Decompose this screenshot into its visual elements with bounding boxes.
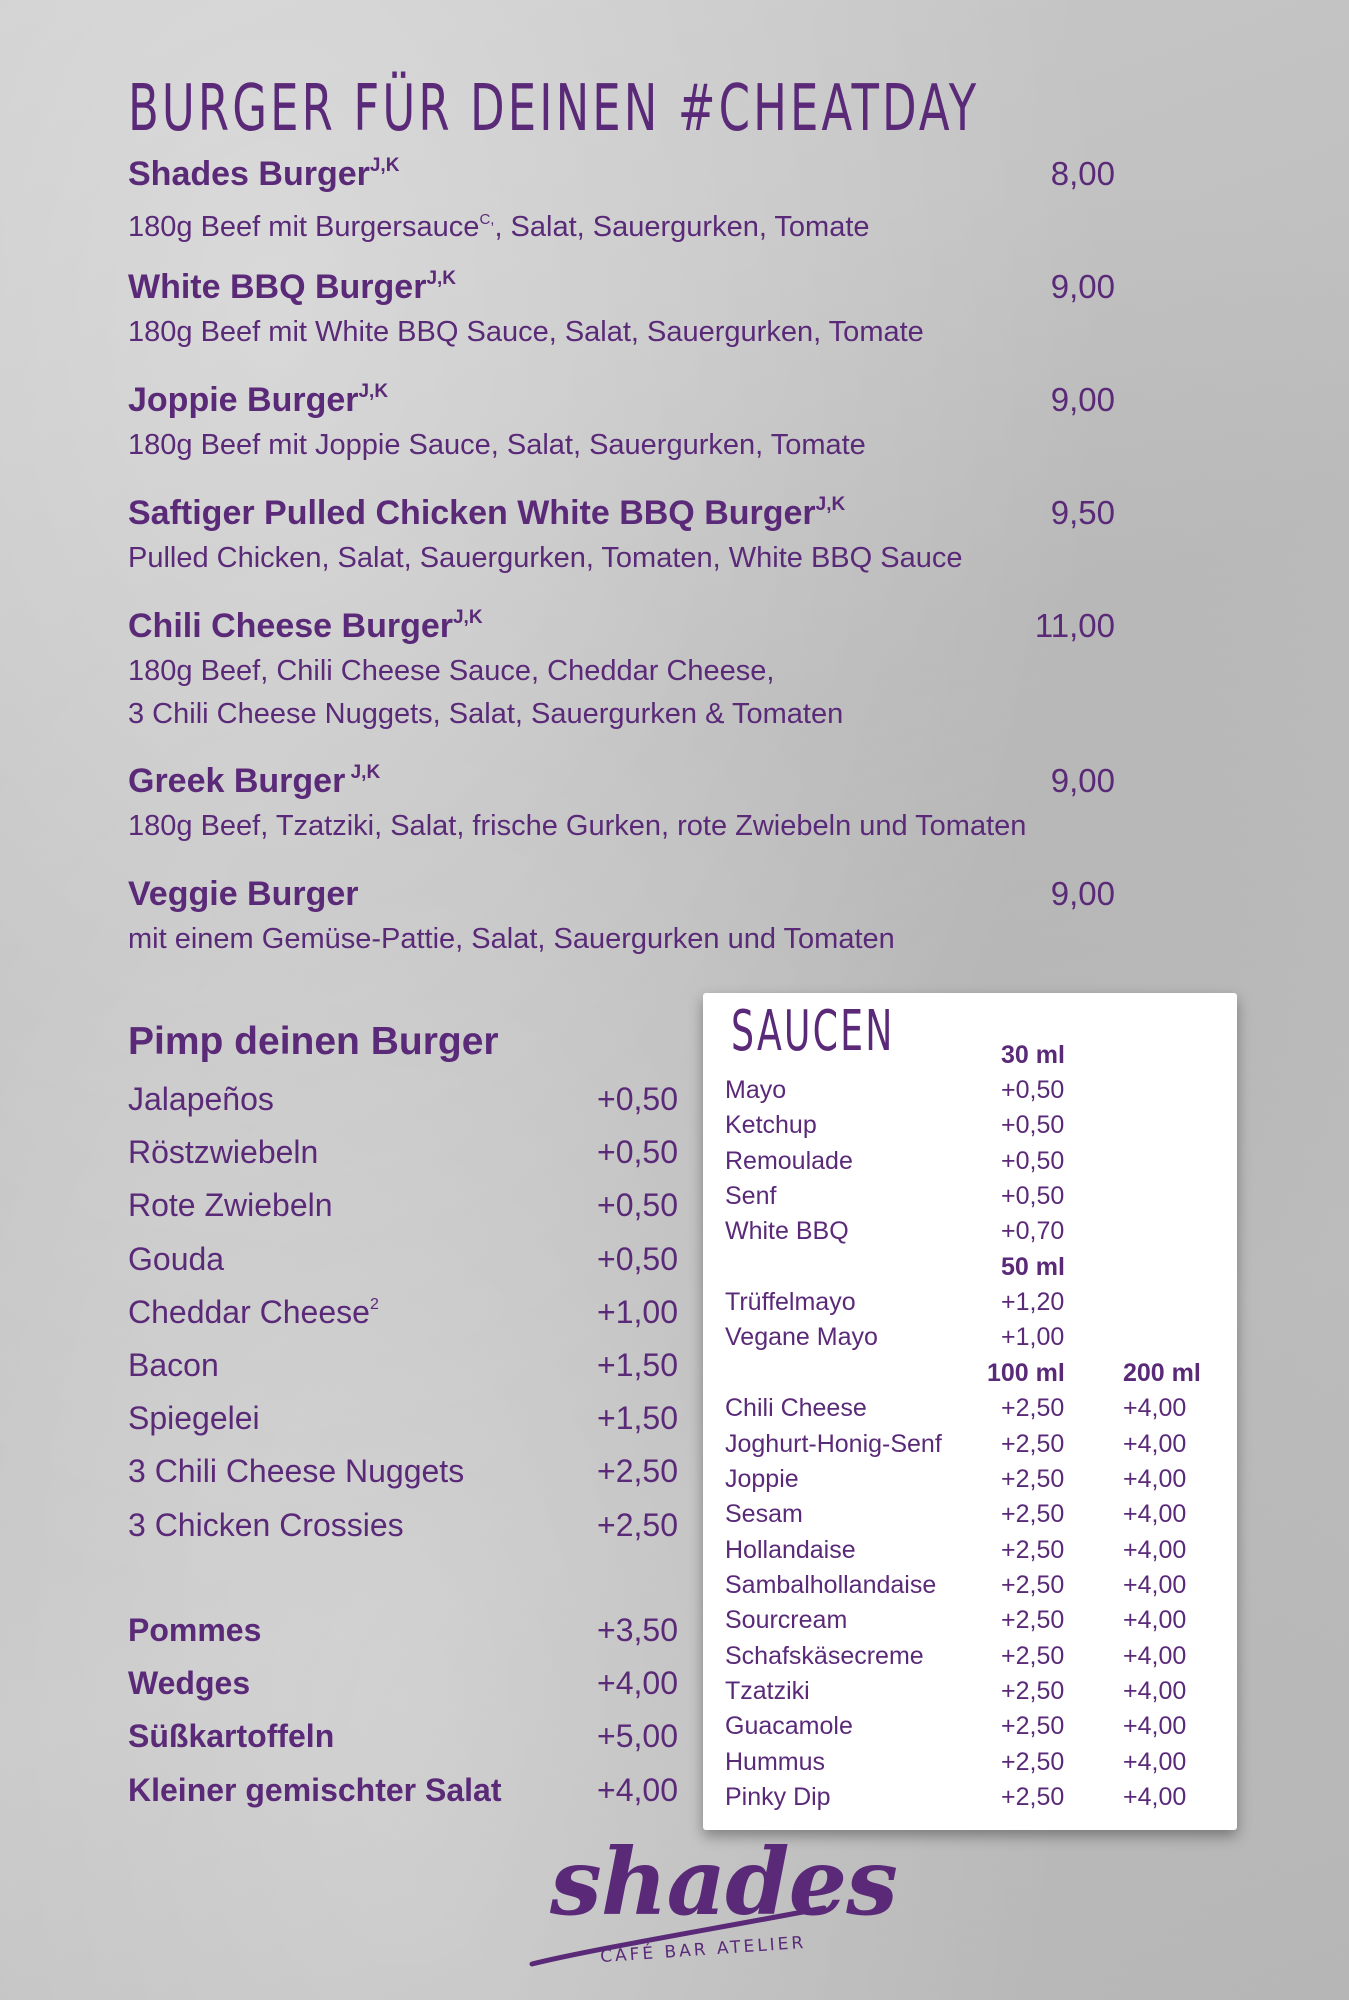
sauce-row: Pinky Dip +2,50 +4,00 <box>725 1783 1187 1811</box>
sauce-row: Tzatziki +2,50 +4,00 <box>725 1677 1187 1705</box>
size-header-100-200ml: 100 ml 200 ml <box>987 1359 1201 1387</box>
item-price: 9,00 <box>1050 268 1115 305</box>
list-item: Gouda +0,50 <box>128 1240 678 1277</box>
sauce-row: Sesam +2,50 +4,00 <box>725 1500 1187 1528</box>
logo-wordmark: shades <box>550 1828 897 1936</box>
sauce-row: Mayo +0,50 <box>725 1076 1065 1104</box>
menu-item-joppie-burger <box>128 381 1115 467</box>
list-item: 3 Chicken Crossies +2,50 <box>128 1506 678 1543</box>
sauce-row: Joppie +2,50 +4,00 <box>725 1465 1187 1493</box>
sauce-row: Sambalhollandaise +2,50 +4,00 <box>725 1571 1187 1599</box>
sauce-row: White BBQ +0,70 <box>725 1217 1065 1245</box>
item-description-line2: 3 Chili Cheese Nuggets, Salat, Sauergurken & Tomaten <box>128 698 844 730</box>
list-item: Wedges +4,00 <box>128 1665 678 1702</box>
item-price: 9,00 <box>1050 381 1115 418</box>
item-name: Shades Burger$^{J,K}$ <box>128 155 400 193</box>
item-price: 11,00 <box>1034 607 1115 644</box>
item-description: mit einem Gemüse-Pattie, Salat, Sauergurken und Tomaten <box>128 923 895 955</box>
item-name: Greek Burger $^{J,K}$ <box>128 762 381 800</box>
item-description: Pulled Chicken, Salat, Sauergurken, Tomaten, White BBQ Sauce <box>128 542 963 574</box>
menu-item-greek-burger <box>128 762 1115 848</box>
menu-item-shades-burger <box>128 155 1115 249</box>
item-price: 9,00 <box>1050 875 1115 912</box>
list-item: Kleiner gemischter Salat +4,00 <box>128 1771 678 1808</box>
list-item: Spiegelei +1,50 <box>128 1400 678 1437</box>
sauce-row: Remoulade +0,50 <box>725 1147 1065 1175</box>
list-item: Jalapeños +0,50 <box>128 1081 678 1118</box>
section-heading: BURGER FÜR DEINEN #CHEATDAY <box>128 72 980 146</box>
sauce-row: Senf +0,50 <box>725 1182 1065 1210</box>
saucen-panel <box>703 993 1237 1830</box>
sides-list <box>128 1604 678 1817</box>
sauce-row: Guacamole +2,50 +4,00 <box>725 1712 1187 1740</box>
logo-tagline: CAFÉ BAR ATELIER <box>599 1932 807 1968</box>
menu-item-veggie-burger <box>128 875 1115 961</box>
menu-item-white-bbq-burger <box>128 268 1115 354</box>
list-item: 3 Chili Cheese Nuggets +2,50 <box>128 1453 678 1490</box>
item-price: 9,00 <box>1050 762 1115 799</box>
list-item: Süßkartoffeln +5,00 <box>128 1718 678 1755</box>
item-name: White BBQ Burger$^{J,K}$ <box>128 268 457 306</box>
sauce-row: Trüffelmayo +1,20 <box>725 1288 1065 1316</box>
item-description: 180g Beef, Tzatziki, Salat, frische Gurken, rote Zwiebeln und Tomaten <box>128 810 1027 842</box>
sauce-row: Joghurt-Honig-Senf +2,50 +4,00 <box>725 1430 1187 1458</box>
list-item: Rote Zwiebeln +0,50 <box>128 1187 678 1224</box>
size-header-50ml: 50 ml <box>1001 1253 1065 1281</box>
list-item: Cheddar Cheese$^2$ +1,00 <box>128 1293 678 1330</box>
sauce-row: Schafskäsecreme +2,50 +4,00 <box>725 1642 1187 1670</box>
menu-item-pulled-chicken-burger <box>128 494 1115 580</box>
pimp-title: Pimp deinen Burger <box>128 1020 499 1063</box>
sauce-row: Sourcream +2,50 +4,00 <box>725 1606 1187 1634</box>
item-name: Joppie Burger$^{J,K}$ <box>128 381 389 419</box>
size-header-30ml: 30 ml <box>1001 1041 1065 1069</box>
item-name: Chili Cheese Burger$^{J,K}$ <box>128 607 483 645</box>
saucen-title: SAUCEN <box>731 999 895 1064</box>
item-description: 180g Beef mit Burgersauce$^{C,}$, Salat, Sauergurken, Tomate <box>128 211 870 243</box>
shades-logo <box>528 1828 897 1970</box>
menu-item-chili-cheese-burger <box>128 607 1115 736</box>
item-description: 180g Beef, Chili Cheese Sauce, Cheddar Cheese, <box>128 655 775 687</box>
item-price: 8,00 <box>1050 155 1115 192</box>
sauce-row: Chili Cheese +2,50 +4,00 <box>725 1394 1187 1422</box>
sauce-row: Hummus +2,50 +4,00 <box>725 1748 1187 1776</box>
list-item: Bacon +1,50 <box>128 1347 678 1384</box>
pimp-list <box>128 1073 678 1552</box>
sauce-row: Ketchup +0,50 <box>725 1111 1065 1139</box>
item-description: 180g Beef mit Joppie Sauce, Salat, Sauergurken, Tomate <box>128 429 866 461</box>
list-item: Röstzwiebeln +0,50 <box>128 1134 678 1171</box>
item-description: 180g Beef mit White BBQ Sauce, Salat, Sauergurken, Tomate <box>128 316 924 348</box>
sauce-row: Hollandaise +2,50 +4,00 <box>725 1536 1187 1564</box>
list-item: Pommes +3,50 <box>128 1612 678 1649</box>
item-name: Veggie Burger <box>128 875 359 913</box>
item-price: 9,50 <box>1050 494 1115 531</box>
item-name: Saftiger Pulled Chicken White BBQ Burger$^{J,K}$ <box>128 494 846 532</box>
sauce-row: Vegane Mayo +1,00 <box>725 1323 1065 1351</box>
